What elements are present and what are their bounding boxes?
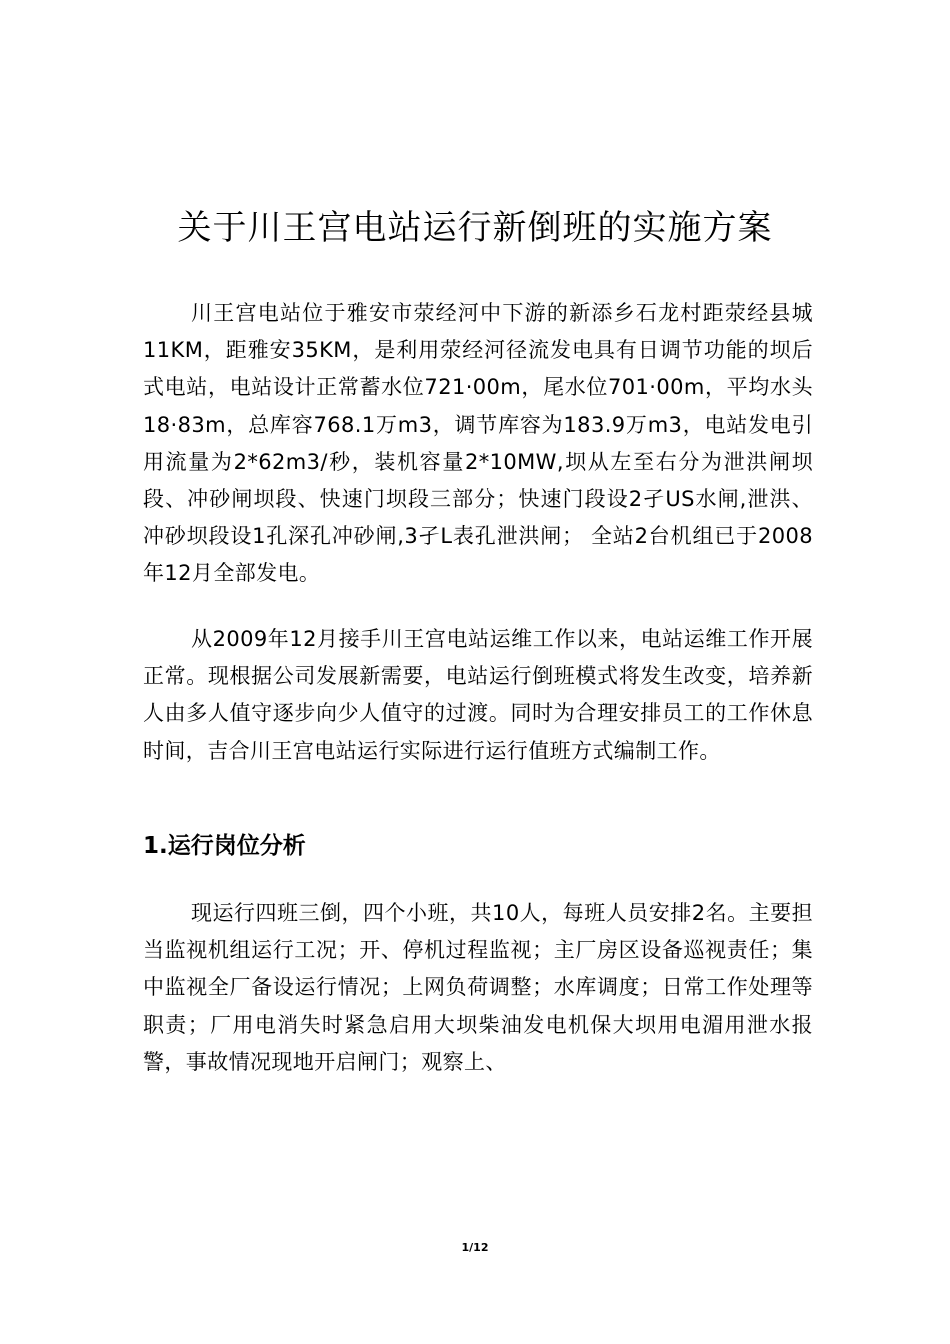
paragraph-station-overview: 川王宫电站位于雅安市荥经河中下游的新添乡石龙村距荥经县城11KM，距雅安35KM，是利用荥经河径流发电具有日调节功能的坝后式电站，电站设计正常蓄水位721·00m，尾水位701·00m，平均水头18·83m，总库容768.1万m3，调节库容为183.9万m3，电站发电引用流量为2*62m3/秒，装机容量2*10MW,坝从左至右分为泄洪闸坝段、冲砂闸坝段、快速门坝段三部分；快速门段设2孑US水闸,泄洪、冲砂坝段设1孔深孔冲砂闸,3孑L表孔泄洪闸； 全站2台机组已于2008年12月全部发电。 — [143, 301, 813, 586]
page-number: 1/12 — [461, 1241, 489, 1254]
document-title: 关于川王宫电站运行新倒班的实施方案 — [177, 208, 773, 248]
section-heading: 1.运行岗位分析 — [143, 833, 306, 859]
paragraph-position-analysis: 现运行四班三倒，四个小班，共10人，每班人员安排2名。主要担当监视机组运行工况；开、停机过程监视；主厂房区设备巡视责任；集中监视全厂备设运行情况；上网负荷调整；水库调度；日常工作处理等职责；厂用电消失时紧急启用大坝柴油发电机保大坝用电湄用泄水报警，事故情况现地开启闸门；观察上、 — [143, 901, 813, 1074]
paragraph-shift-change-background: 从2009年12月接手川王宫电站运维工作以来，电站运维工作开展正常。现根据公司发展新需要，电站运行倒班模式将发生改变，培养新人由多人值守逐步向少人值守的过渡。同时为合理安排员工的工作休息时间，吉合川王宫电站运行实际进行运行值班方式编制工作。 — [143, 627, 813, 763]
